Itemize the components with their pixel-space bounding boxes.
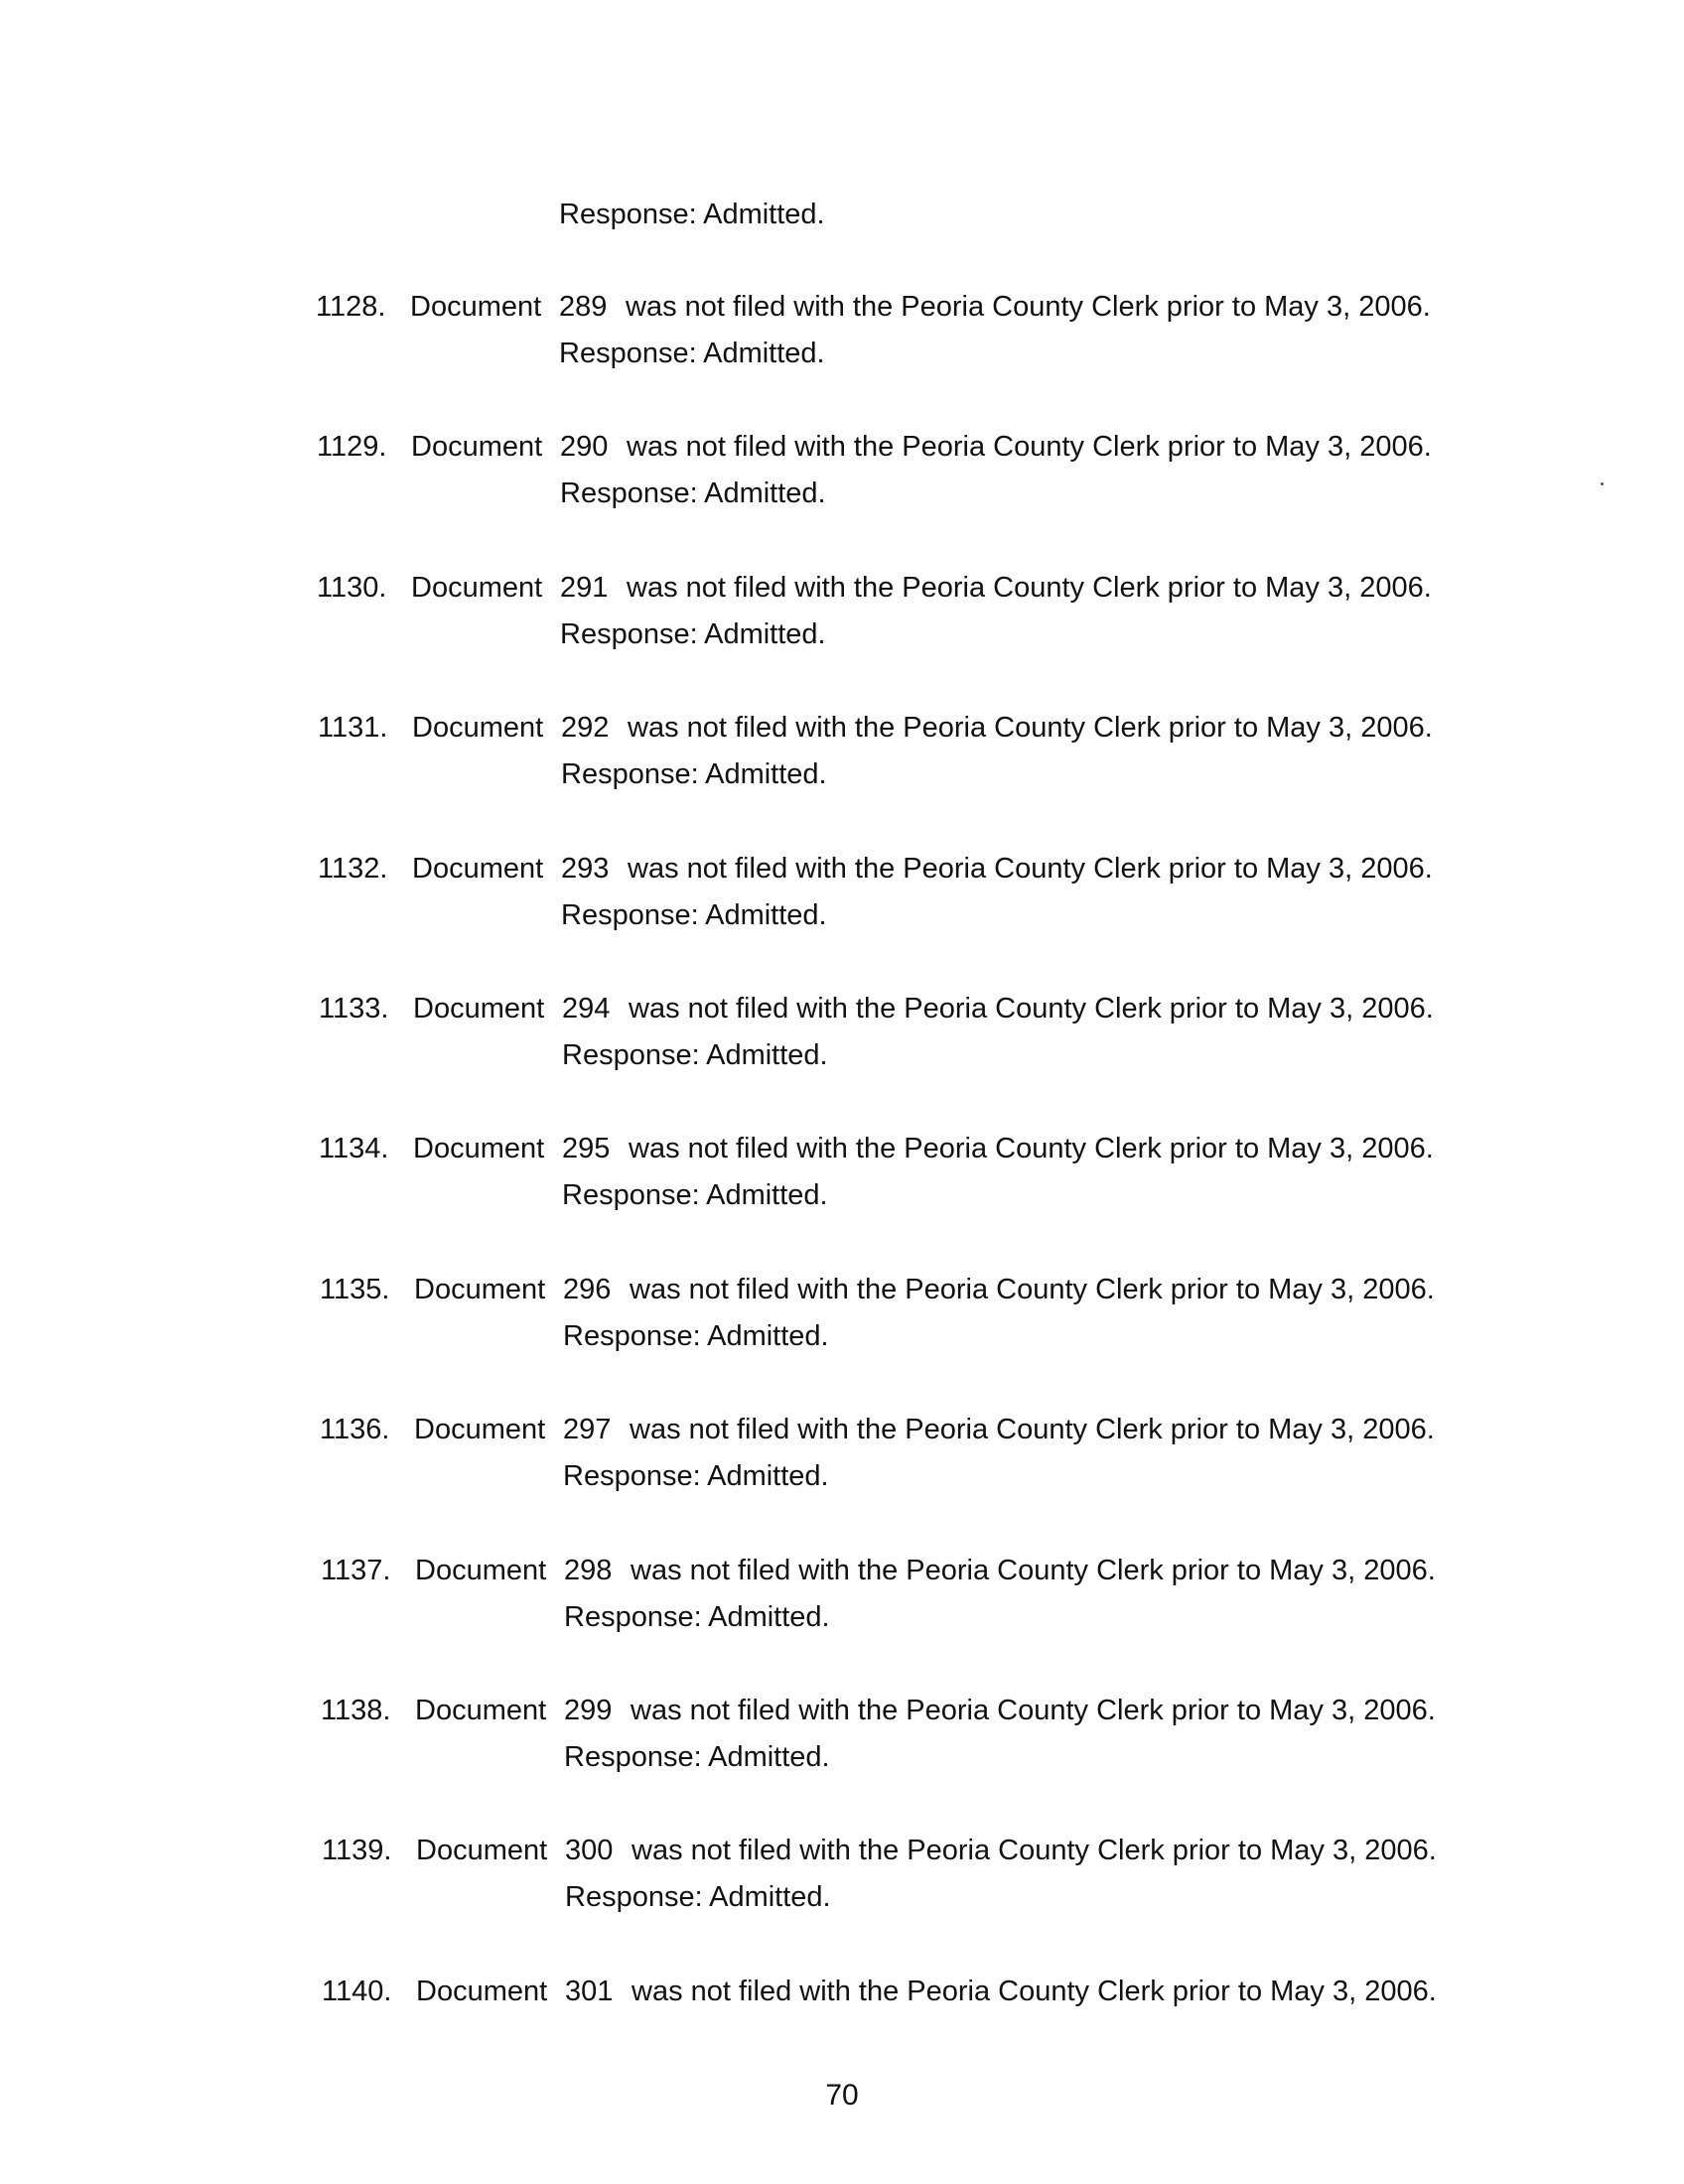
statement-text: was not filed with the Peoria County Clerk prior to May 3, 2006. bbox=[631, 1695, 1436, 1726]
response-text: Response: Admitted. bbox=[564, 1741, 830, 1773]
scan-speck bbox=[1601, 482, 1604, 485]
document-number: 291 bbox=[560, 572, 609, 604]
document-number: 289 bbox=[559, 291, 608, 323]
document-number: 299 bbox=[564, 1695, 613, 1726]
response-text: Response: Admitted. bbox=[561, 758, 827, 790]
response-text: Response: Admitted. bbox=[559, 338, 825, 369]
document-number: 294 bbox=[562, 993, 611, 1024]
statement-number: 1140. bbox=[322, 1976, 392, 2007]
response-text: Response: Admitted. bbox=[560, 618, 826, 650]
statement-number: 1134. bbox=[319, 1133, 389, 1164]
statement-number: 1128. bbox=[316, 291, 386, 323]
statement-text: was not filed with the Peoria County Clerk prior to May 3, 2006. bbox=[629, 993, 1434, 1024]
document-label: Document bbox=[413, 993, 545, 1024]
statement-text: was not filed with the Peoria County Clerk prior to May 3, 2006. bbox=[629, 1133, 1434, 1164]
statement-text: was not filed with the Peoria County Clerk prior to May 3, 2006. bbox=[631, 1555, 1436, 1586]
document-label: Document bbox=[415, 1695, 547, 1726]
top-response: Response: Admitted. bbox=[559, 199, 825, 230]
response-text: Response: Admitted. bbox=[565, 1881, 831, 1913]
document-number: 298 bbox=[564, 1555, 613, 1586]
response-text: Response: Admitted. bbox=[564, 1601, 830, 1633]
document-label: Document bbox=[412, 853, 544, 885]
statement-number: 1133. bbox=[319, 993, 389, 1024]
statement-number: 1139. bbox=[322, 1835, 392, 1866]
statement-text: was not filed with the Peoria County Clerk prior to May 3, 2006. bbox=[626, 291, 1431, 323]
statement-text: was not filed with the Peoria County Clerk prior to May 3, 2006. bbox=[630, 1414, 1435, 1445]
response-text: Response: Admitted. bbox=[560, 478, 826, 509]
document-label: Document bbox=[413, 1133, 545, 1164]
statement-number: 1138. bbox=[321, 1695, 391, 1726]
statement-text: was not filed with the Peoria County Clerk prior to May 3, 2006. bbox=[627, 431, 1432, 463]
statement-number: 1137. bbox=[321, 1555, 391, 1586]
document-label: Document bbox=[414, 1414, 546, 1445]
document-number: 296 bbox=[563, 1274, 612, 1305]
response-text: Response: Admitted. bbox=[563, 1320, 829, 1352]
statement-text: was not filed with the Peoria County Clerk prior to May 3, 2006. bbox=[628, 853, 1433, 885]
statement-text: was not filed with the Peoria County Clerk prior to May 3, 2006. bbox=[632, 1976, 1437, 2007]
document-label: Document bbox=[414, 1274, 546, 1305]
document-number: 301 bbox=[565, 1976, 614, 2007]
document-number: 297 bbox=[563, 1414, 612, 1445]
statement-text: was not filed with the Peoria County Clerk prior to May 3, 2006. bbox=[627, 572, 1432, 604]
statement-number: 1132. bbox=[318, 853, 388, 885]
statement-number: 1135. bbox=[320, 1274, 390, 1305]
response-text: Response: Admitted. bbox=[562, 1039, 828, 1071]
statement-text: was not filed with the Peoria County Clerk prior to May 3, 2006. bbox=[628, 712, 1433, 744]
document-number: 295 bbox=[562, 1133, 611, 1164]
statement-text: was not filed with the Peoria County Clerk prior to May 3, 2006. bbox=[630, 1274, 1435, 1305]
page-number: 70 bbox=[825, 2079, 859, 2112]
document-label: Document bbox=[411, 431, 543, 463]
statement-number: 1131. bbox=[318, 712, 388, 744]
response-text: Response: Admitted. bbox=[563, 1460, 829, 1492]
document-number: 300 bbox=[565, 1835, 614, 1866]
document-label: Document bbox=[416, 1835, 548, 1866]
response-text: Response: Admitted. bbox=[562, 1179, 828, 1211]
statement-text: was not filed with the Peoria County Clerk prior to May 3, 2006. bbox=[632, 1835, 1437, 1866]
document-number: 292 bbox=[561, 712, 610, 744]
statement-number: 1129. bbox=[317, 431, 387, 463]
document-number: 293 bbox=[561, 853, 610, 885]
document-label: Document bbox=[411, 572, 543, 604]
statement-number: 1130. bbox=[317, 572, 387, 604]
document-label: Document bbox=[415, 1555, 547, 1586]
document-label: Document bbox=[410, 291, 542, 323]
document-label: Document bbox=[412, 712, 544, 744]
document-label: Document bbox=[416, 1976, 548, 2007]
statement-number: 1136. bbox=[320, 1414, 390, 1445]
document-number: 290 bbox=[560, 431, 609, 463]
response-text: Response: Admitted. bbox=[561, 899, 827, 931]
